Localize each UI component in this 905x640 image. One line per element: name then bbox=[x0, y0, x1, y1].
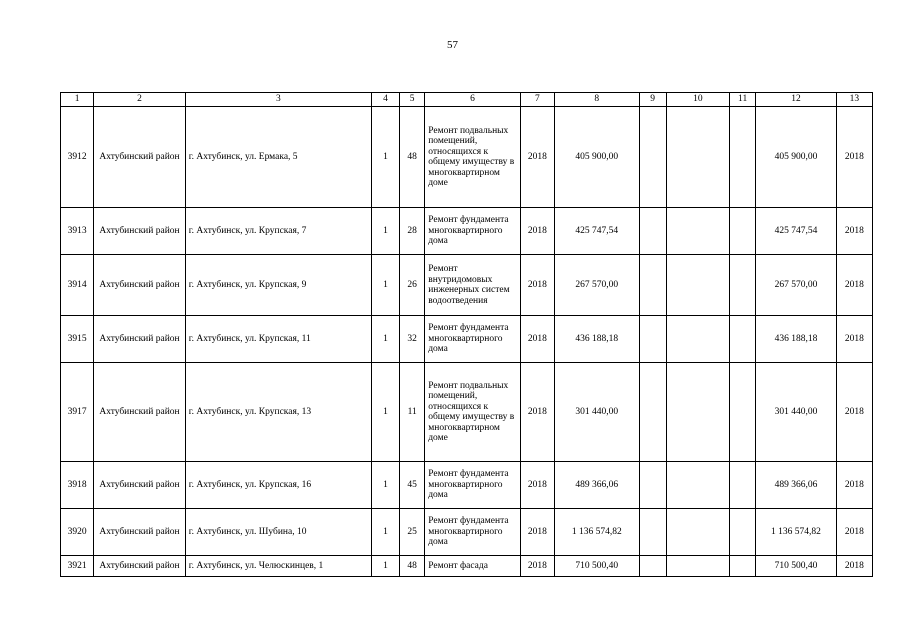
col11-cell bbox=[730, 107, 756, 208]
col11-cell bbox=[730, 462, 756, 509]
row-id: 3914 bbox=[61, 255, 94, 316]
col10-cell bbox=[666, 509, 729, 556]
total-cell: 425 747,54 bbox=[756, 208, 836, 255]
district-cell: Ахтубинский район bbox=[94, 556, 186, 577]
col10-cell bbox=[666, 255, 729, 316]
col5-cell: 48 bbox=[400, 107, 425, 208]
address-cell: г. Ахтубинск, ул. Челюскинцев, 1 bbox=[185, 556, 371, 577]
table-row bbox=[61, 107, 873, 208]
col10-cell bbox=[666, 208, 729, 255]
row-id: 3912 bbox=[61, 107, 94, 208]
col4-cell: 1 bbox=[371, 462, 399, 509]
col9-cell bbox=[639, 316, 666, 363]
page-number: 57 bbox=[447, 39, 458, 51]
table-row bbox=[61, 363, 873, 462]
year-cell: 2018 bbox=[520, 107, 554, 208]
district-cell: Ахтубинский район bbox=[94, 462, 186, 509]
col10-cell bbox=[666, 462, 729, 509]
total-cell: 489 366,06 bbox=[756, 462, 836, 509]
col5-cell: 28 bbox=[400, 208, 425, 255]
address-cell: г. Ахтубинск, ул. Крупская, 16 bbox=[185, 462, 371, 509]
col4-cell: 1 bbox=[371, 556, 399, 577]
row-id: 3915 bbox=[61, 316, 94, 363]
column-header: 11 bbox=[730, 93, 756, 107]
work-type-cell: Ремонт фасада bbox=[425, 556, 521, 577]
col11-cell bbox=[730, 509, 756, 556]
table-row bbox=[61, 255, 873, 316]
district-cell: Ахтубинский район bbox=[94, 363, 186, 462]
year-cell: 2018 bbox=[520, 556, 554, 577]
cost-cell: 405 900,00 bbox=[555, 107, 640, 208]
col5-cell: 32 bbox=[400, 316, 425, 363]
table-header bbox=[61, 93, 873, 107]
address-cell: г. Ахтубинск, ул. Крупская, 7 bbox=[185, 208, 371, 255]
col4-cell: 1 bbox=[371, 208, 399, 255]
district-cell: Ахтубинский район bbox=[94, 509, 186, 556]
year-cell: 2018 bbox=[520, 462, 554, 509]
table-row bbox=[61, 556, 873, 577]
end-year-cell: 2018 bbox=[836, 316, 872, 363]
district-cell: Ахтубинский район bbox=[94, 255, 186, 316]
col4-cell: 1 bbox=[371, 363, 399, 462]
repair-table bbox=[60, 92, 873, 577]
column-header: 4 bbox=[371, 93, 399, 107]
year-cell: 2018 bbox=[520, 363, 554, 462]
year-cell: 2018 bbox=[520, 316, 554, 363]
work-type-cell: Ремонт внутридомовых инженерных систем водоотведения bbox=[425, 255, 521, 316]
total-cell: 405 900,00 bbox=[756, 107, 836, 208]
work-type-cell: Ремонт подвальных помещений, относящихся к общему имуществу в многоквартирном доме bbox=[425, 363, 521, 462]
column-header: 13 bbox=[836, 93, 872, 107]
col9-cell bbox=[639, 556, 666, 577]
col10-cell bbox=[666, 316, 729, 363]
col5-cell: 11 bbox=[400, 363, 425, 462]
table-row bbox=[61, 462, 873, 509]
cost-cell: 489 366,06 bbox=[555, 462, 640, 509]
year-cell: 2018 bbox=[520, 509, 554, 556]
end-year-cell: 2018 bbox=[836, 462, 872, 509]
col9-cell bbox=[639, 509, 666, 556]
work-type-cell: Ремонт фундамента многоквартирного дома bbox=[425, 462, 521, 509]
total-cell: 301 440,00 bbox=[756, 363, 836, 462]
column-header: 8 bbox=[555, 93, 640, 107]
col9-cell bbox=[639, 107, 666, 208]
total-cell: 267 570,00 bbox=[756, 255, 836, 316]
col11-cell bbox=[730, 255, 756, 316]
col5-cell: 26 bbox=[400, 255, 425, 316]
col4-cell: 1 bbox=[371, 107, 399, 208]
end-year-cell: 2018 bbox=[836, 208, 872, 255]
cost-cell: 425 747,54 bbox=[555, 208, 640, 255]
table-row bbox=[61, 509, 873, 556]
column-header: 3 bbox=[185, 93, 371, 107]
col11-cell bbox=[730, 316, 756, 363]
work-type-cell: Ремонт фундамента многоквартирного дома bbox=[425, 509, 521, 556]
column-header: 12 bbox=[756, 93, 836, 107]
address-cell: г. Ахтубинск, ул. Шубина, 10 bbox=[185, 509, 371, 556]
column-header: 10 bbox=[666, 93, 729, 107]
row-id: 3921 bbox=[61, 556, 94, 577]
total-cell: 1 136 574,82 bbox=[756, 509, 836, 556]
row-id: 3917 bbox=[61, 363, 94, 462]
column-header: 7 bbox=[520, 93, 554, 107]
col9-cell bbox=[639, 255, 666, 316]
column-header: 9 bbox=[639, 93, 666, 107]
total-cell: 710 500,40 bbox=[756, 556, 836, 577]
end-year-cell: 2018 bbox=[836, 556, 872, 577]
column-header: 6 bbox=[425, 93, 521, 107]
cost-cell: 301 440,00 bbox=[555, 363, 640, 462]
address-cell: г. Ахтубинск, ул. Ермака, 5 bbox=[185, 107, 371, 208]
col5-cell: 45 bbox=[400, 462, 425, 509]
col4-cell: 1 bbox=[371, 316, 399, 363]
row-id: 3918 bbox=[61, 462, 94, 509]
end-year-cell: 2018 bbox=[836, 509, 872, 556]
col9-cell bbox=[639, 363, 666, 462]
total-cell: 436 188,18 bbox=[756, 316, 836, 363]
column-header: 1 bbox=[61, 93, 94, 107]
col4-cell: 1 bbox=[371, 255, 399, 316]
address-cell: г. Ахтубинск, ул. Крупская, 9 bbox=[185, 255, 371, 316]
column-header: 2 bbox=[94, 93, 186, 107]
cost-cell: 1 136 574,82 bbox=[555, 509, 640, 556]
column-header: 5 bbox=[400, 93, 425, 107]
work-type-cell: Ремонт подвальных помещений, относящихся к общему имуществу в многоквартирном доме bbox=[425, 107, 521, 208]
end-year-cell: 2018 bbox=[836, 107, 872, 208]
work-type-cell: Ремонт фундамента многоквартирного дома bbox=[425, 316, 521, 363]
col10-cell bbox=[666, 107, 729, 208]
cost-cell: 436 188,18 bbox=[555, 316, 640, 363]
work-type-cell: Ремонт фундамента многоквартирного дома bbox=[425, 208, 521, 255]
col9-cell bbox=[639, 462, 666, 509]
end-year-cell: 2018 bbox=[836, 255, 872, 316]
col5-cell: 25 bbox=[400, 509, 425, 556]
row-id: 3920 bbox=[61, 509, 94, 556]
year-cell: 2018 bbox=[520, 255, 554, 316]
col10-cell bbox=[666, 556, 729, 577]
address-cell: г. Ахтубинск, ул. Крупская, 11 bbox=[185, 316, 371, 363]
district-cell: Ахтубинский район bbox=[94, 316, 186, 363]
col9-cell bbox=[639, 208, 666, 255]
col10-cell bbox=[666, 363, 729, 462]
year-cell: 2018 bbox=[520, 208, 554, 255]
end-year-cell: 2018 bbox=[836, 363, 872, 462]
cost-cell: 710 500,40 bbox=[555, 556, 640, 577]
col11-cell bbox=[730, 556, 756, 577]
row-id: 3913 bbox=[61, 208, 94, 255]
cost-cell: 267 570,00 bbox=[555, 255, 640, 316]
col11-cell bbox=[730, 208, 756, 255]
col11-cell bbox=[730, 363, 756, 462]
table-row bbox=[61, 208, 873, 255]
col5-cell: 48 bbox=[400, 556, 425, 577]
address-cell: г. Ахтубинск, ул. Крупская, 13 bbox=[185, 363, 371, 462]
district-cell: Ахтубинский район bbox=[94, 208, 186, 255]
table-row bbox=[61, 316, 873, 363]
district-cell: Ахтубинский район bbox=[94, 107, 186, 208]
col4-cell: 1 bbox=[371, 509, 399, 556]
